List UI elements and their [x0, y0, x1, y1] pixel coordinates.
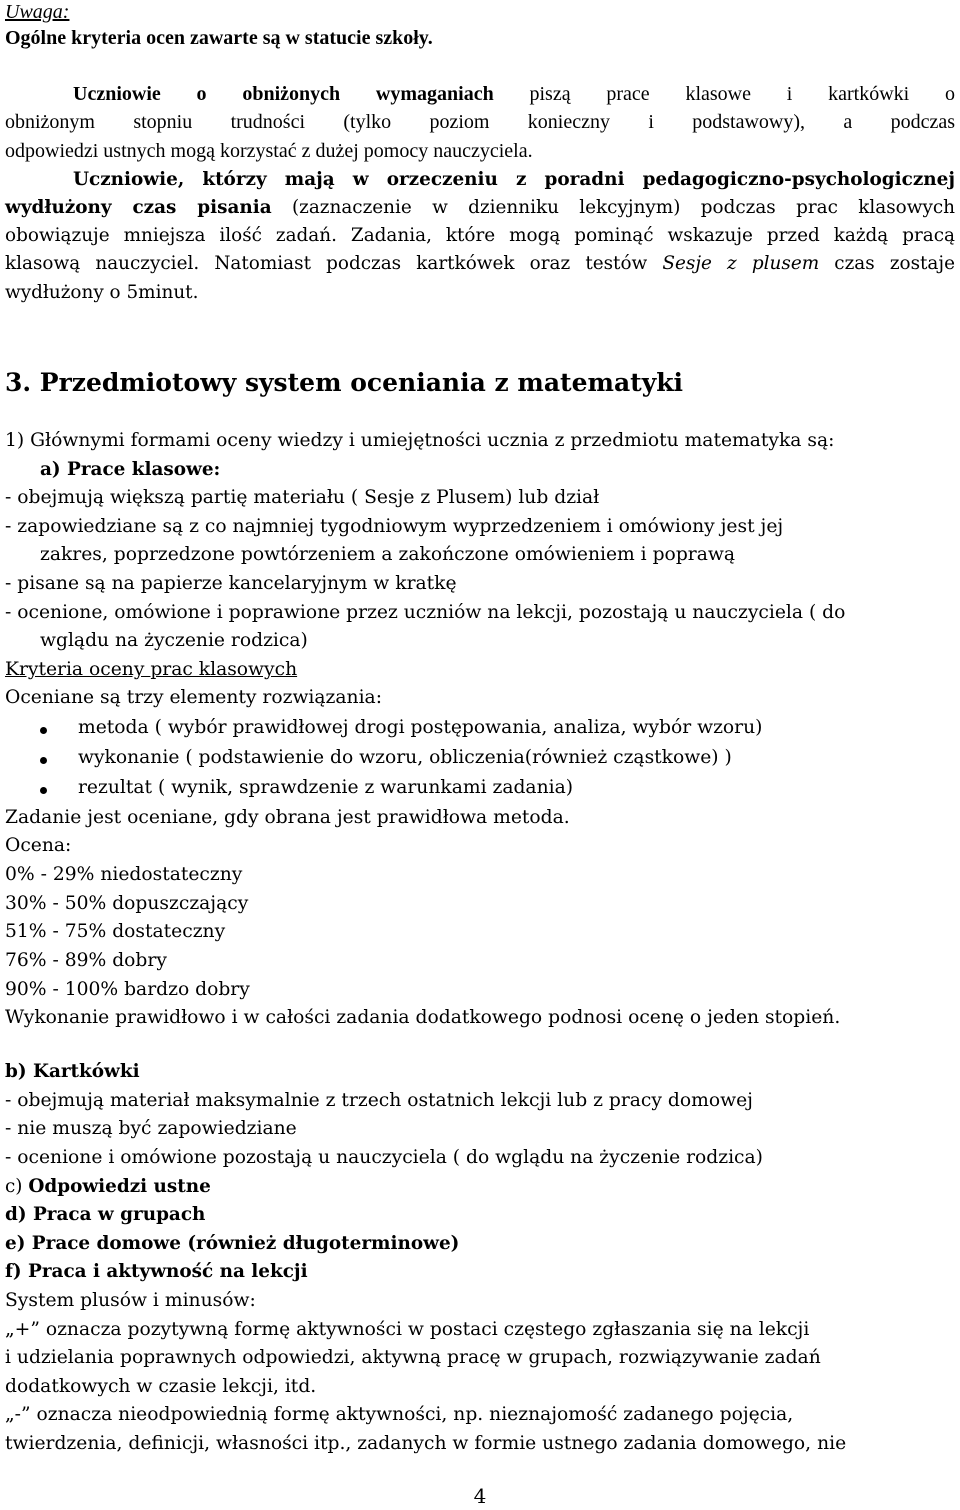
page-number: 4 [473, 1484, 487, 1508]
e-label: e) Prace domowe (również długoterminowe) [5, 1233, 460, 1254]
a-point-3: zakres, poprzedzone powtórzeniem a zakończone omówieniem i poprawą [40, 544, 735, 565]
plus-line-1: „+” oznacza pozytywną formę aktywności w postaci częstego zgłaszania się na lekcji [5, 1319, 810, 1340]
extended-line-4a: klasową nauczyciel. [5, 253, 200, 274]
criteria-intro: Oceniane są trzy elementy rozwiązania: [5, 687, 382, 708]
a-label: a) Prace klasowe: [40, 459, 221, 480]
c-label-line [5, 1173, 955, 1201]
plus-line-3: dodatkowych w czasie lekcji, itd. [5, 1376, 317, 1397]
extended-line-3 [5, 222, 955, 250]
note-text: Ogólne kryteria ocen zawarte są w statucie szkoły. [5, 27, 433, 49]
bullet-icon [40, 757, 47, 764]
system-label: System plusów i minusów: [5, 1290, 256, 1311]
extended-line-5: wydłużony o 5minut. [5, 282, 199, 303]
a-point-1: - obejmują większą partię materiału ( Sesje z Plusem) lub dział [5, 487, 600, 508]
section-heading [5, 366, 955, 400]
plus-line-2: i udzielania poprawnych odpowiedzi, aktywną pracę w grupach, rozwiązywanie zadań [5, 1347, 821, 1368]
criteria-bullet-2: wykonanie ( podstawienie do wzoru, obliczenia(również cząstkowe) ) [78, 747, 732, 768]
extended-line-4c: czas zostaje [819, 253, 955, 274]
bullet-icon [40, 787, 47, 794]
b-label: b) Kartkówki [5, 1061, 140, 1082]
a-point-4: - pisane są na papierze kancelaryjnym w kratkę [5, 573, 457, 594]
reduced-line-3: odpowiedzi ustnych mogą korzystać z dużej pomocy nauczyciela. [5, 140, 533, 162]
grade-row: 90% - 100% bardzo dobry [5, 979, 250, 1000]
extra-note: Wykonanie prawidłowo i w całości zadania dodatkowego podnosi ocenę o jeden stopień. [5, 1007, 841, 1028]
grade-row: 30% - 50% dopuszczający [5, 893, 249, 914]
extended-line-2 [5, 194, 955, 222]
b-point-3: - ocenione i omówione pozostają u nauczyciela ( do wglądu na życzenie rodzica) [5, 1147, 763, 1168]
extended-line-4b: Natomiast podczas kartkówek oraz testów [199, 253, 663, 274]
f-label: f) Praca i aktywność na lekcji [5, 1261, 308, 1282]
section-heading-text: 3. Przedmiotowy system oceniania z matematyki [5, 368, 684, 397]
a-point-5: - ocenione, omówione i poprawione przez uczniów na lekcji, pozostają u nauczyciela ( do [5, 602, 846, 623]
extended-line-3b: Zadania, które mogą pominąć wskazuje przed każdą pracą [336, 225, 955, 246]
reduced-line-1-rest: piszą prace klasowe i kartkówki o [493, 83, 955, 105]
grade-label: Ocena: [5, 835, 72, 856]
b-point-1: - obejmują materiał maksymalnie z trzech ostatnich lekcji lub z pracy domowej [5, 1090, 753, 1111]
note-label: Uwaga: [5, 1, 70, 23]
criteria-bullet-1: metoda ( wybór prawidłowej drogi postępowania, analiza, wybór wzoru) [78, 717, 763, 738]
reduced-line-2: obniżonym stopniu trudności (tylko poziom konieczny i podstawowy), a podczas [5, 111, 955, 133]
b-point-2: - nie muszą być zapowiedziane [5, 1118, 297, 1139]
criteria-title: Kryteria oceny prac klasowych [5, 659, 298, 680]
reduced-line-1 [5, 80, 955, 108]
extended-line-2-rest: (zaznaczenie w dzienniku lekcyjnym) podczas prac klasowych [271, 197, 955, 218]
extended-bold-2: wydłużony czas pisania [5, 197, 272, 218]
d-label: d) Praca w grupach [5, 1204, 206, 1225]
a-point-2: - zapowiedziane są z co najmniej tygodniowym wyprzedzeniem i omówiony jest jej [5, 516, 784, 537]
extended-bold-1: Uczniowie, którzy mają w orzeczeniu z poradni pedagogiczno-psychologicznej [73, 169, 955, 190]
grade-row: 76% - 89% dobry [5, 950, 167, 971]
bullet-icon [40, 727, 47, 734]
a-point-6: wglądu na życzenie rodzica) [40, 630, 308, 651]
section-intro: 1) Głównymi formami oceny wiedzy i umiejętności ucznia z przedmiotu matematyka są: [5, 430, 835, 451]
grade-row: 51% - 75% dostateczny [5, 921, 226, 942]
extended-line-4 [5, 250, 955, 278]
extended-line-3a: obowiązuje mniejsza ilość zadań. [5, 225, 337, 246]
c-label: Odpowiedzi ustne [28, 1176, 211, 1197]
reduced-bold-lead: Uczniowie o obniżonych wymaganiach [73, 83, 494, 105]
minus-line-2: twierdzenia, definicji, własności itp., zadanych w formie ustnego zadania domowego, nie [5, 1433, 847, 1454]
minus-line-1: „-” oznacza nieodpowiednią formę aktywności, np. nieznajomość zadanego pojęcia, [5, 1404, 794, 1425]
extended-line-4-italic: Sesje z plusem [662, 253, 820, 274]
criteria-note: Zadanie jest oceniane, gdy obrana jest prawidłowa metoda. [5, 807, 570, 828]
c-prefix: c) [5, 1176, 29, 1197]
extended-line-1 [5, 166, 955, 194]
grade-row: 0% - 29% niedostateczny [5, 864, 243, 885]
criteria-bullet-3: rezultat ( wynik, sprawdzenie z warunkami zadania) [78, 777, 574, 798]
